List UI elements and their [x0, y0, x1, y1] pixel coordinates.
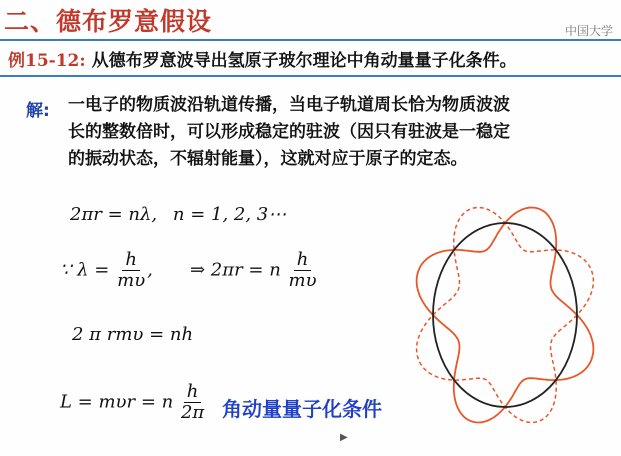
fraction-denominator: mυ — [117, 270, 146, 291]
fraction-denominator: 2π — [180, 402, 205, 423]
section-title: 二、德布罗意假设 — [4, 7, 213, 36]
divider-top — [0, 39, 621, 41]
mouse-cursor-icon: ▶ — [340, 432, 348, 443]
fraction — [181, 382, 204, 423]
equation-standing-wave — [70, 204, 286, 225]
example-heading — [8, 46, 517, 71]
fraction — [289, 250, 317, 291]
fraction-numerator: h — [122, 250, 140, 271]
equation-text: 2πr = nλ, — [70, 204, 158, 225]
equation-prefix: ∵ λ = — [60, 259, 110, 281]
solution-line: 的振动状态，不辐射能量），这就对应于原子的定态。 — [68, 149, 468, 169]
solution-line: 一电子的物质波沿轨道传播，当电子轨道周长恰为物质波波 — [68, 95, 510, 115]
standing-wave-diagram — [395, 180, 615, 450]
equation-prefix: L = mυr = n — [60, 391, 174, 413]
equation-quantization — [60, 382, 206, 423]
solution-label: 解: — [26, 101, 50, 121]
equation-condition: n = 1, 2, 3⋯ — [172, 204, 287, 225]
equation-suffix: , — [147, 259, 153, 281]
equation-de-broglie — [60, 250, 153, 291]
fraction-numerator: h — [184, 382, 202, 403]
equation-angular: 2 π rmυ = nh — [72, 324, 194, 345]
solution-line: 长的整数倍时，可以形成稳定的驻波（因只有驻波是一稳定 — [68, 122, 510, 142]
equation-prefix: ⇒ 2πr = n — [190, 259, 281, 281]
solution-text — [68, 92, 558, 173]
standing-wave-dashed — [417, 208, 594, 423]
watermark: 中国大学 — [564, 24, 613, 38]
divider-mid — [0, 75, 621, 77]
fraction-numerator: h — [294, 250, 312, 271]
fraction-denominator: mυ — [288, 270, 317, 291]
equation-implies — [190, 250, 319, 291]
conclusion-text: 角动量量子化条件 — [222, 397, 382, 421]
fraction — [117, 250, 145, 291]
example-label: 例15-12: — [8, 51, 86, 71]
standing-wave-solid — [417, 208, 594, 423]
orbit-ellipse — [433, 223, 577, 407]
example-text: 从德布罗意波导出氢原子玻尔理论中角动量量子化条件。 — [91, 51, 517, 71]
